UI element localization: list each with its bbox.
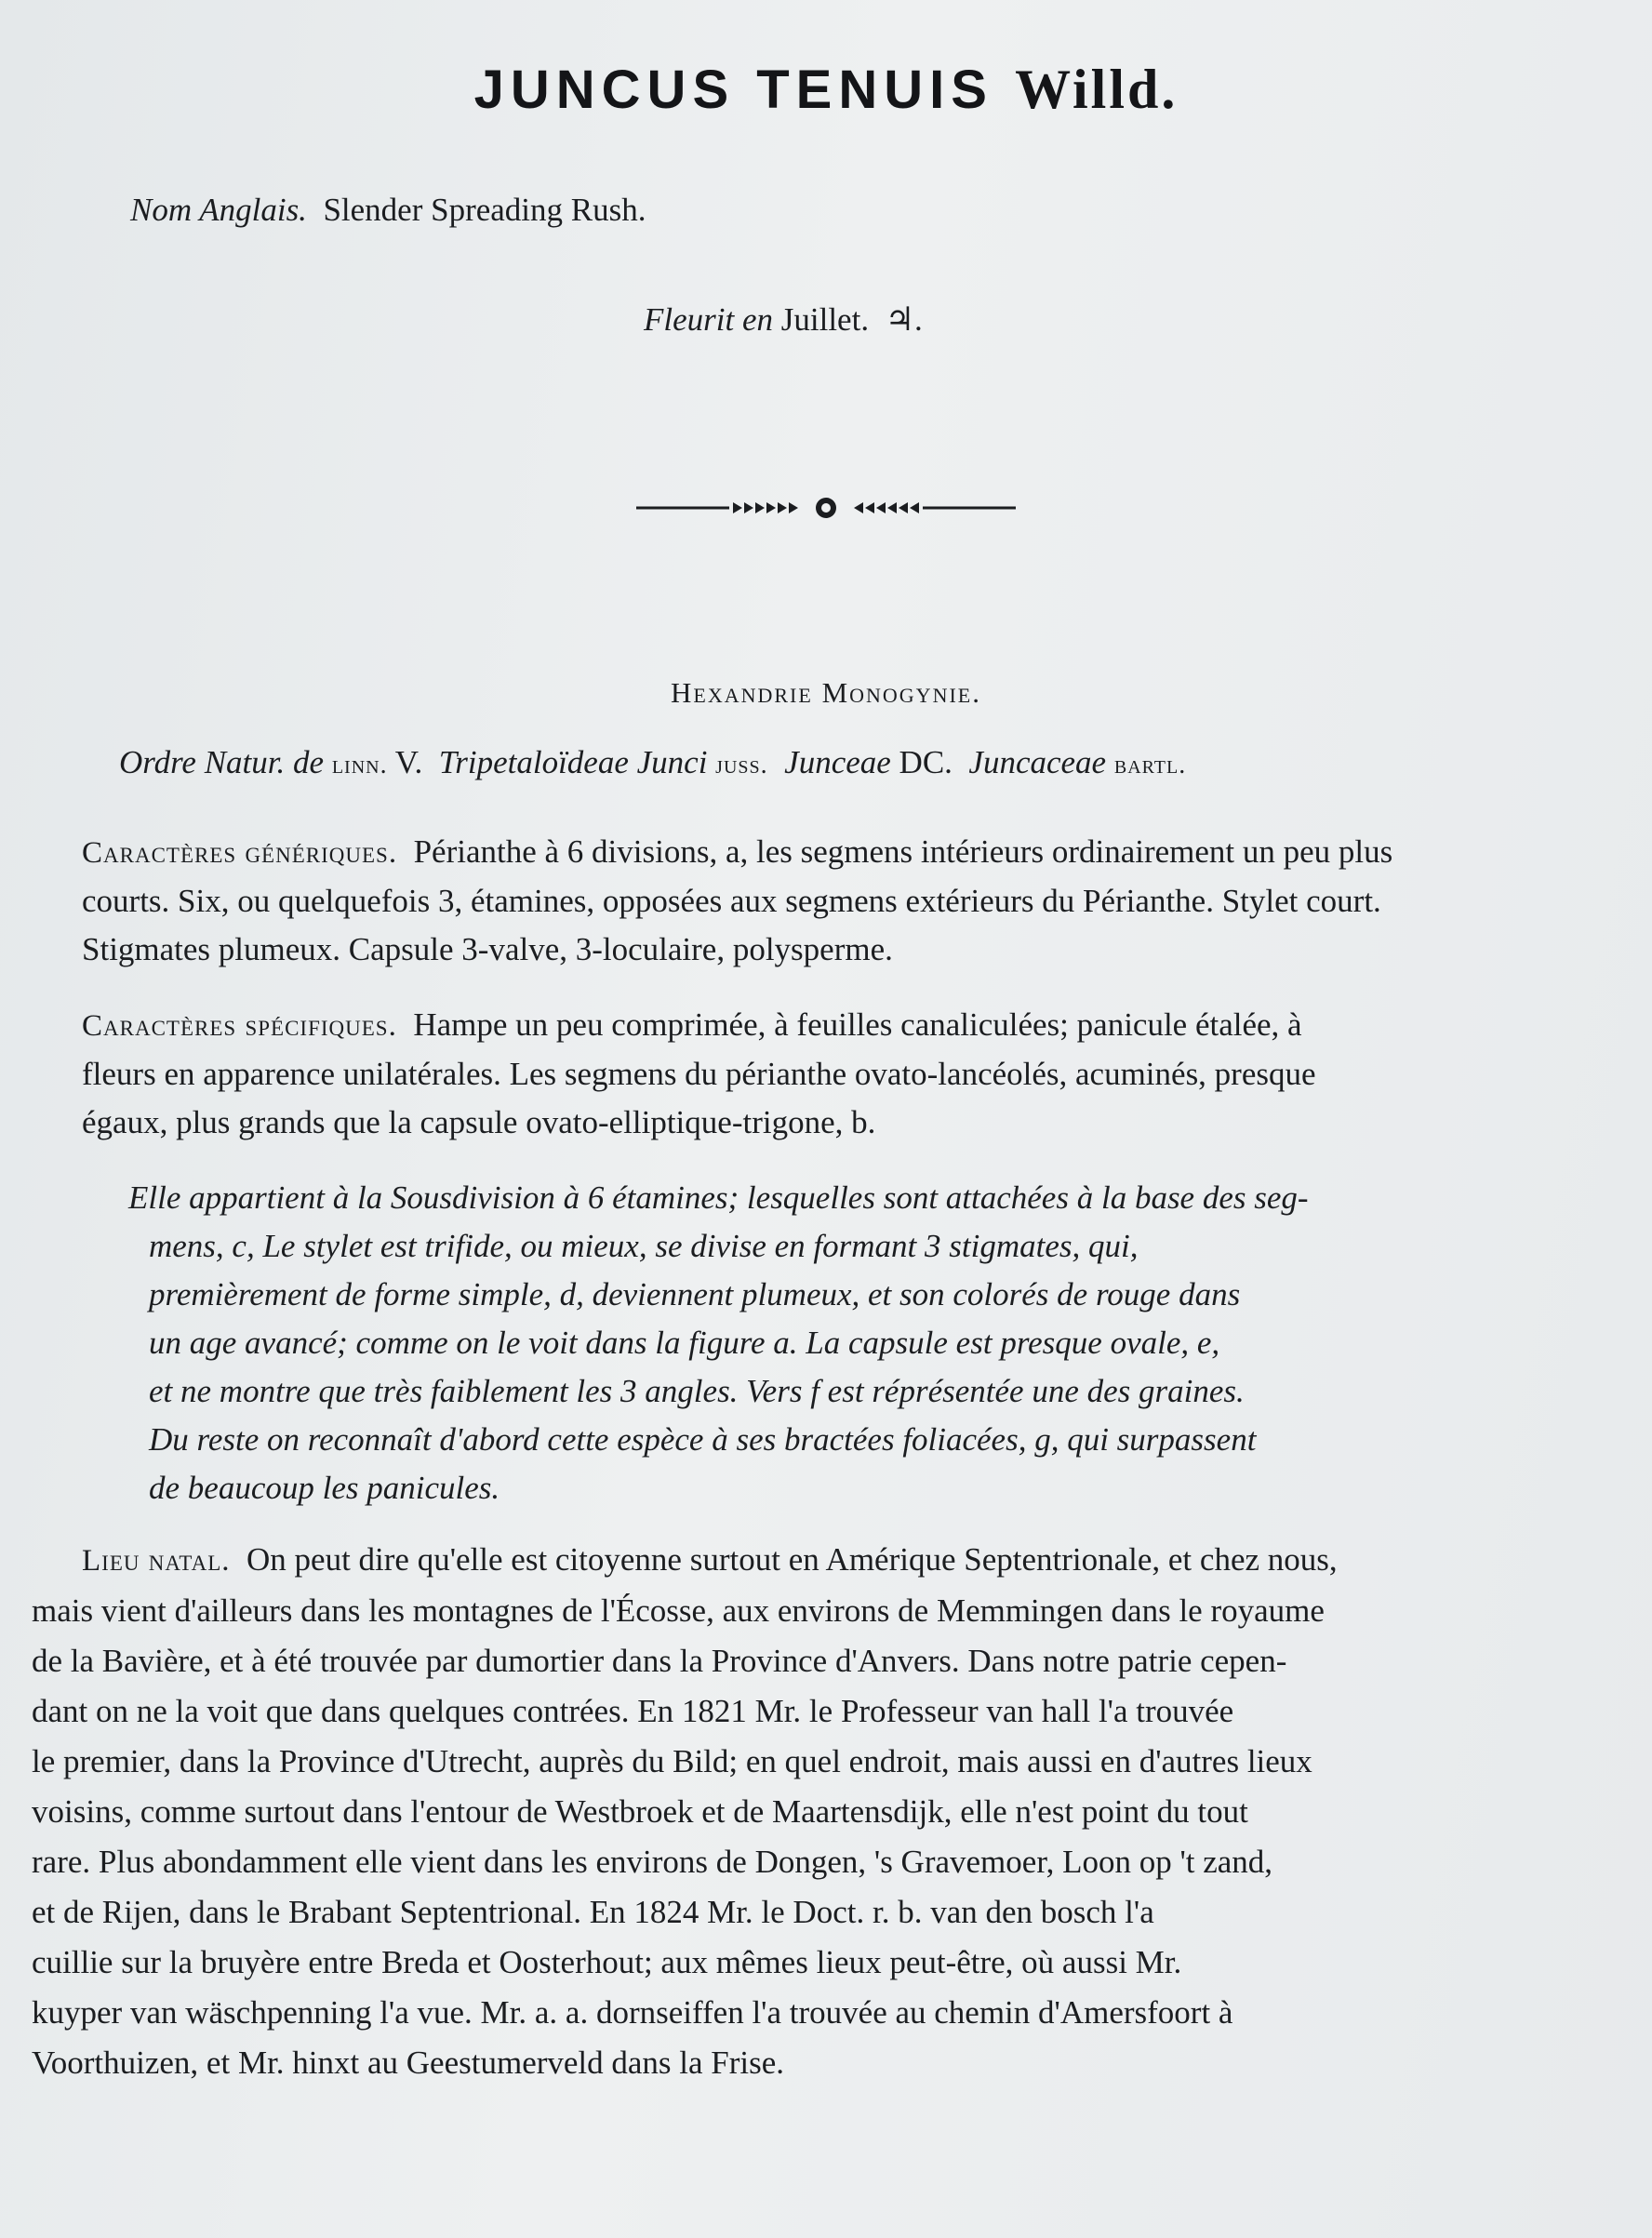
generic-label: Caractères génériques.	[82, 836, 398, 870]
description-line: et ne montre que très faiblement les 3 angles. Vers f est réprésentée une des graines.	[149, 1373, 1245, 1409]
classification-heading: Hexandrie Monogynie.	[671, 676, 981, 709]
page-title	[0, 58, 1652, 122]
lieu-natal	[32, 1535, 1607, 2088]
lieu-natal-line: cuillie sur la bruyère entre Breda et Oosterhout; aux mêmes lieux peut-être, où aussi Mr.	[32, 1944, 1182, 1980]
lieu-natal-line: kuyper van wäschpenning l'a vue. Mr. a. a. dornseiffen l'a trouvée au chemin d'Amersfoort à	[32, 1994, 1233, 2031]
specific-characters	[82, 1001, 1607, 1147]
ordre-dc: DC.	[899, 744, 953, 780]
nom-anglais-label: Nom Anglais.	[130, 192, 307, 228]
ordre-naturel-line	[119, 744, 1533, 781]
ornament-divider	[636, 495, 1016, 521]
lieu-natal-line: le premier, dans la Province d'Utrecht, auprès du Bild; en quel endroit, mais aussi en d'autres lieux	[32, 1743, 1312, 1779]
description-block	[128, 1174, 1607, 1512]
ordre-junceae: Junceae	[784, 744, 891, 780]
lieu-natal-line: mais vient d'ailleurs dans les montagnes de l'Écosse, aux environs de Memmingen dans le royaume	[32, 1592, 1325, 1629]
perennial-symbol: ♃.	[885, 301, 923, 338]
lieu-natal-line: On peut dire qu'elle est citoyenne surtout en Amérique Septentrionale, et chez nous,	[246, 1541, 1338, 1578]
ordre-bartl: bartl.	[1113, 751, 1187, 779]
generic-characters	[82, 828, 1607, 974]
generic-line: Stigmates plumeux. Capsule 3-valve, 3-loculaire, polysperme.	[82, 931, 893, 967]
species-author: Willd.	[1015, 59, 1179, 120]
description-line: premièrement de forme simple, d, deviennent plumeux, et son colorés de rouge dans	[149, 1276, 1241, 1312]
ordre-linn: linn.	[331, 751, 388, 779]
description-line: mens, c, Le stylet est trifide, ou mieux, se divise en formant 3 stigmates, qui,	[149, 1228, 1139, 1264]
description-line: Elle appartient à la Sousdivision à 6 étamines; lesquelles sont attachées à la base des seg-	[128, 1179, 1309, 1216]
description-line: Du reste on reconnaît d'abord cette espèce à ses bractées foliacées, g, qui surpassent	[149, 1421, 1257, 1458]
lieu-natal-line: dant on ne la voit que dans quelques contrées. En 1821 Mr. le Professeur van hall l'a trouvée	[32, 1693, 1234, 1729]
fleurit-month: Juillet.	[780, 301, 870, 338]
nom-anglais-value: Slender Spreading Rush.	[323, 192, 646, 228]
nom-anglais-line	[130, 192, 646, 229]
generic-line: courts. Six, ou quelquefois 3, étamines, opposées aux segmens extérieurs du Périanthe. Stylet court.	[82, 883, 1381, 919]
description-line: de beaucoup les panicules.	[149, 1470, 500, 1506]
lieu-natal-line: de la Bavière, et à été trouvée par dumortier dans la Province d'Anvers. Dans notre patrie cepen-	[32, 1643, 1287, 1679]
fleurit-label: Fleurit	[644, 301, 735, 338]
ordre-tripet: Tripetaloïdeae Junci	[438, 744, 708, 780]
ordre-juncaceae: Juncaceae	[968, 744, 1107, 780]
description-line: un age avancé; comme on le voit dans la figure a. La capsule est presque ovale, e,	[149, 1325, 1220, 1361]
ordre-prefix: Ordre Natur. de	[119, 744, 325, 780]
species-name: JUNCUS TENUIS	[473, 60, 993, 120]
ordre-roman: V.	[394, 744, 423, 780]
lieu-natal-line: Voorthuizen, et Mr. hinxt au Geestumerveld dans la Frise.	[32, 2045, 785, 2081]
specific-line: fleurs en apparence unilatérales. Les segmens du périanthe ovato-lancéolés, acuminés, presque	[82, 1056, 1316, 1092]
lieu-natal-label: Lieu natal.	[82, 1544, 231, 1578]
lieu-natal-line: et de Rijen, dans le Brabant Septentrional. En 1824 Mr. le Doct. r. b. van den bosch l'a	[32, 1894, 1154, 1930]
fleurit-line	[644, 301, 923, 339]
ordre-juss: juss.	[715, 751, 768, 779]
specific-line: égaux, plus grands que la capsule ovato-elliptique-trigone, b.	[82, 1104, 876, 1140]
generic-line: Périanthe à 6 divisions, a, les segmens intérieurs ordinairement un peu plus	[413, 833, 1393, 870]
lieu-natal-line: rare. Plus abondamment elle vient dans les environs de Dongen, 's Gravemoer, Loon op 't zand,	[32, 1844, 1273, 1880]
fleurit-en: en	[741, 301, 774, 338]
specific-line: Hampe un peu comprimée, à feuilles canaliculées; panicule étalée, à	[413, 1006, 1302, 1043]
lieu-natal-line: voisins, comme surtout dans l'entour de Westbroek et de Maartensdijk, elle n'est point du tout	[32, 1793, 1248, 1830]
specific-label: Caractères spécifiques.	[82, 1009, 397, 1043]
